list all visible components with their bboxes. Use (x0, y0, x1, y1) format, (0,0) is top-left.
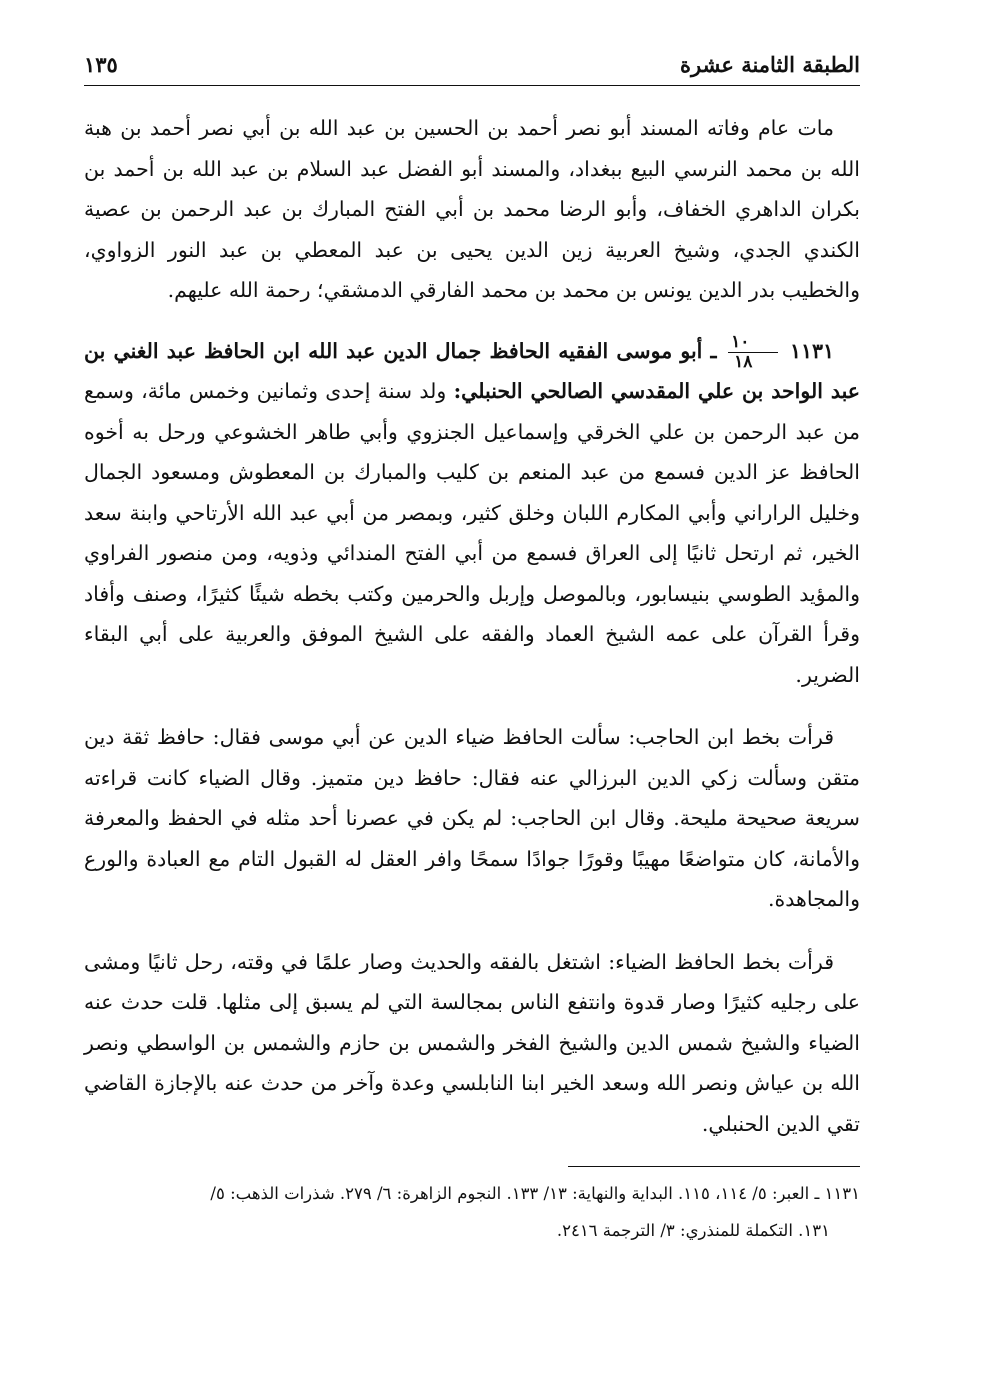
chapter-title: الطبقة الثامنة عشرة (680, 52, 860, 77)
page-number: ١٣٥ (84, 52, 118, 77)
paragraph-diya: قرأت بخط الحافظ الضياء: اشتغل بالفقه والحديث وصار علمًا في وقته، رحل ثانيًا ومشى على رجليه كثيرًا وصار قدوة وانتفع الناس بمجالسة التي لم يسبق إلى مثلها. قلت حدث عنه الضياء والشيخ شمس الدين والشيخ الفخر والشمس بن حازم والشمس بن الواسطي ونصر الله بن عياش ونصر الله وسعد الخير ابنا النابلسي وعدة وآخر من حدث عنه بالإجازة القاضي تقي الدين الحنبلي. (84, 949, 860, 1136)
footnote-line-2: ١٣١. التكملة للمنذري: ٣/ الترجمة ٢٤١٦. (556, 1221, 830, 1240)
document-page (84, 52, 860, 1249)
fraction-top: ١٠ (728, 334, 778, 353)
footnote-divider (568, 1166, 860, 1167)
entry-name: ـ أبو موسى الفقيه الحافظ جمال الدين عبد الله ابن الحافظ عبد الغني بن عبد الواحد بن علي المقدسي الصالحي الحنبلي: (84, 338, 860, 403)
footnote-line-1: ١١٣١ ـ العبر: ٥/ ١١٤، ١١٥. البداية والنهاية: ١٣/ ١٣٣. النجوم الزاهرة: ٦/ ٢٧٩. شذرات الذهب: ٥/ (210, 1184, 860, 1203)
page-header (84, 52, 860, 86)
entry-fraction (728, 331, 778, 372)
fraction-bottom: ١٨ (734, 351, 753, 372)
entry-number: ١١٣١ (789, 338, 834, 363)
entry-body: ولد سنة إحدى وثمانين وخمس مائة، وسمع من عبد الرحمن بن علي الخرقي وإسماعيل الجنزوي وأبي طاهر الخشوعي ورحل به أخوه الحافظ عز الدين فسمع من عبد المنعم بن كليب والمبارك بن المعطوش ومسعود الجمال وخليل الراراني وأبي المكارم اللبان وخلق كثير، وبمصر من أبي عبد الله الأرتاحي وابنة سعد الخير، ثم ارتحل ثانيًا إلى العراق فسمع من أبي الفتح المندائي وذويه، ومن منصور الفراوي والمؤيد الطوسي بنيسابور، وبالموصل وإربل والحرمين وكتب بخطه شيئًا كثيرًا، وصنف وأفاد وقرأ القرآن على عمه الشيخ العماد والفقه على الشيخ الموفق والعربية على أبي البقاء الضرير. (84, 379, 860, 687)
paragraph-deaths: مات عام وفاته المسند أبو نصر أحمد بن الحسين بن عبد الله بن أبي نصر أحمد بن هبة الله بن محمد النرسي البيع ببغداد، والمسند أبو الفضل عبد السلام بن عبد الله بن أحمد بن بكران الداهري الخفاف، وأبو الرضا محمد بن أبي الفتح المبارك بن عبد الرحمن بن عصية الكندي الجدي، وشيخ العربية زين الدين يحيى بن عبد المعطي بن عبد النور الزواوي، والخطيب بدر الدين يونس بن محمد بن محمد الفارقي الدمشقي؛ رحمة الله عليهم. (84, 116, 860, 302)
biography-entry (84, 331, 860, 696)
footnotes (84, 1175, 860, 1249)
paragraph-ibn-hajib: قرأت بخط ابن الحاجب: سألت الحافظ ضياء الدين عن أبي موسى فقال: حافظ ثقة دين متقن وسألت زكي الدين البرزالي عنه فقال: حافظ دين متميز. وقال الضياء كانت قراءته سريعة صحيحة مليحة. وقال ابن الحاجب: لم يكن في عصرنا أحد مثله في الحفظ والمعرفة والأمانة، كان متواضعًا مهيبًا وقورًا جوادًا سمحًا وافر العقل له القبول التام مع العبادة والورع والمجاهدة. (84, 725, 860, 911)
